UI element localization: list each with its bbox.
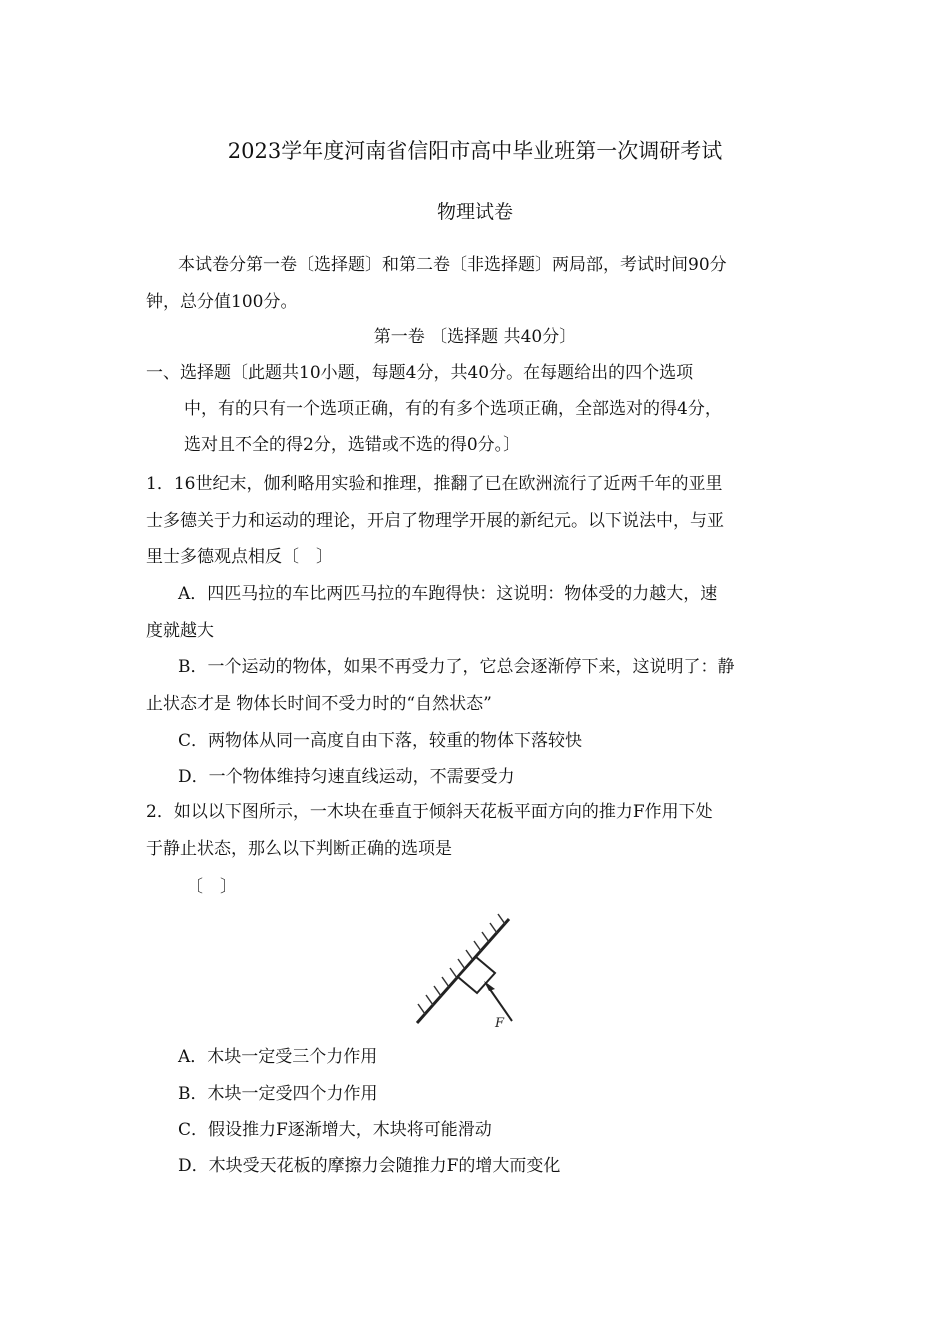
q1-option-b-line-2: 止状态才是 物体长时间不受力时的“自然状态” (146, 694, 492, 714)
q1-option-a-line-1: A．四匹马拉的车比两匹马拉的车跑得快：这说明：物体受的力越大，速 (178, 584, 718, 604)
q1-option-b-line-1: B．一个运动的物体，如果不再受力了，它总会逐渐停下来，这说明了：静 (178, 657, 735, 677)
q1-stem-line-1: 1．16世纪末，伽利略用实验和推理，推翻了已在欧洲流行了近两千年的亚里 (146, 474, 723, 494)
intro-line-2: 钟，总分值100分。 (146, 292, 298, 312)
q2-stem-line-2: 于静止状态，那么以下判断正确的选项是 (146, 839, 452, 859)
q2-stem-line-1: 2．如以以下图所示，一木块在垂直于倾斜天花板平面方向的推力F作用下处 (146, 802, 713, 822)
q2-option-d: D．木块受天花板的摩擦力会随推力F的增大而变化 (178, 1156, 561, 1176)
q2-option-a: A．木块一定受三个力作用 (178, 1047, 378, 1067)
q1-stem-line-2: 士多德关于力和运动的理论，开启了物理学开展的新纪元。以下说法中，与亚 (146, 511, 724, 531)
ceiling-hatching (418, 914, 505, 1014)
section-header-line-1: 一、选择题〔此题共10小题，每题4分，共40分。在每题给出的四个选项 (146, 363, 694, 383)
force-label: F (495, 1016, 505, 1031)
q1-option-d: D．一个物体维持匀速直线运动，不需要受力 (178, 767, 515, 787)
q2-ceiling-block-figure (405, 905, 545, 1035)
q1-option-c: C．两物体从同一高度自由下落，较重的物体下落较快 (178, 731, 583, 751)
q1-option-a-line-2: 度就越大 (146, 621, 214, 641)
q2-option-b: B．木块一定受四个力作用 (178, 1084, 378, 1104)
section-header-line-2: 中，有的只有一个选项正确，有的有多个选项正确，全部选对的得4分， (184, 399, 722, 419)
volume-title: 第一卷 〔选择题 共40分〕 (373, 327, 577, 347)
exam-title: 2023学年度河南省信阳市高中毕业班第一次调研考试 (227, 139, 723, 163)
q2-answer-bracket: 〔 〕 (186, 877, 237, 897)
intro-line-1: 本试卷分第一卷〔选择题〕和第二卷〔非选择题〕两局部，考试时间90分 (178, 255, 727, 275)
force-arrow-head (484, 981, 495, 991)
q1-stem-line-3: 里士多德观点相反〔 〕 (146, 547, 333, 567)
section-header-line-3: 选对且不全的得2分，选错或不选的得0分。〕 (184, 435, 521, 455)
q2-option-c: C．假设推力F逐渐增大，木块将可能滑动 (178, 1120, 492, 1140)
exam-subtitle: 物理试卷 (436, 201, 513, 223)
